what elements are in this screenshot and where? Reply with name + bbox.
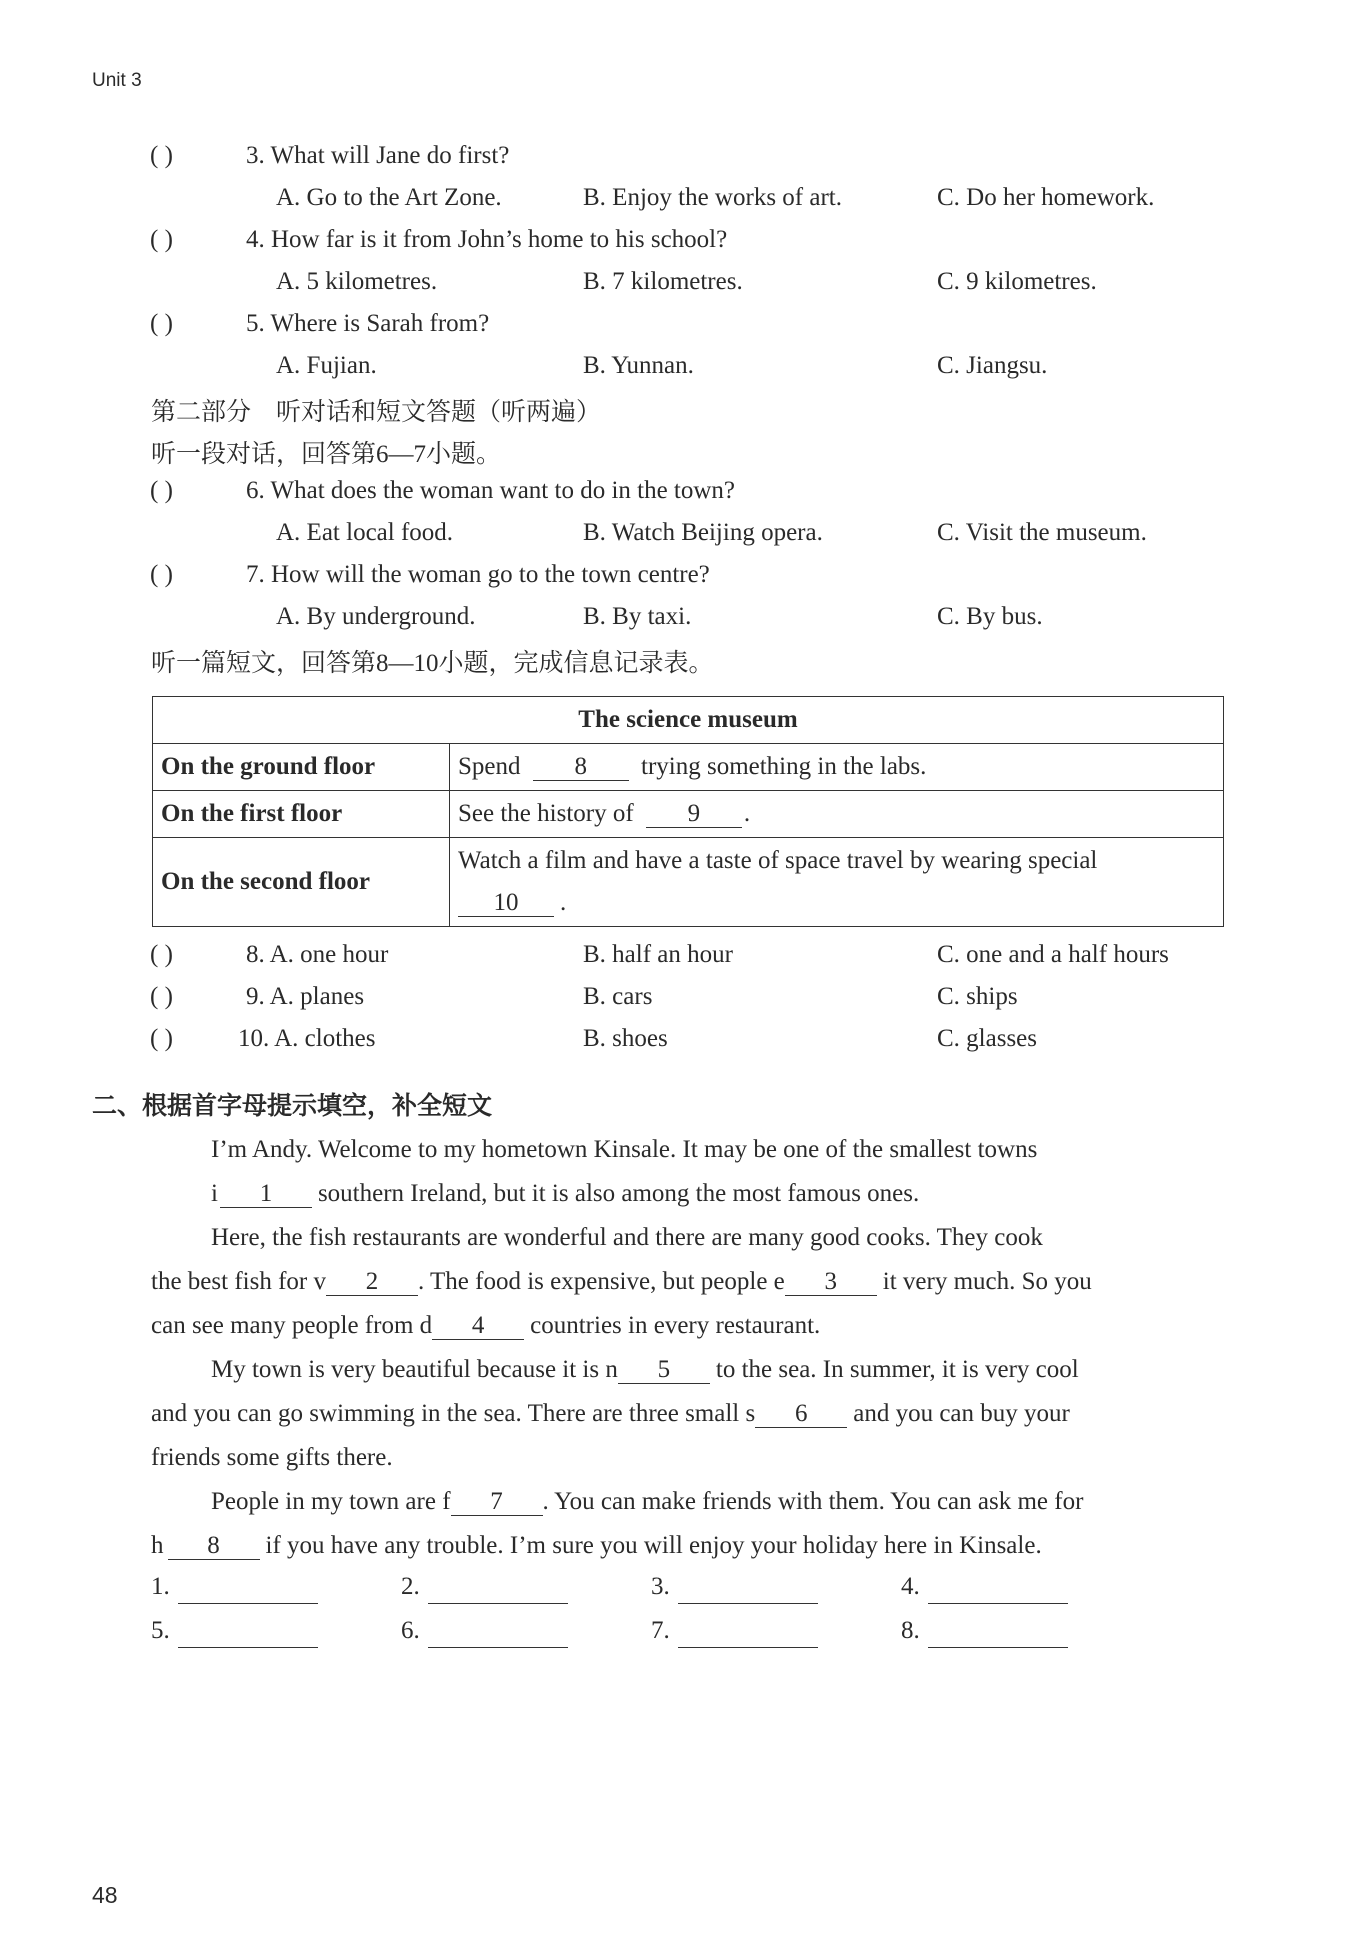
table-header-row bbox=[153, 697, 1224, 744]
answer-line-3[interactable] bbox=[678, 1573, 818, 1604]
fill-blank-8[interactable]: 8 bbox=[168, 1533, 260, 1560]
fill-blank-5[interactable]: 5 bbox=[618, 1357, 710, 1384]
answer-paren[interactable]: ( ) bbox=[150, 310, 173, 337]
option-c: C. ships bbox=[937, 983, 1018, 1010]
answer-label: 1. bbox=[151, 1573, 170, 1600]
blank-10[interactable]: 10 bbox=[458, 890, 554, 917]
option-a: 10. A. clothes bbox=[238, 1025, 376, 1052]
table-row bbox=[153, 791, 1224, 838]
answer-label: 5. bbox=[151, 1617, 170, 1644]
fill-blank-6[interactable]: 6 bbox=[755, 1401, 847, 1428]
option-c: C. glasses bbox=[937, 1025, 1037, 1052]
paragraph-1 bbox=[151, 1128, 1231, 1216]
table-title: The science museum bbox=[153, 697, 1224, 744]
passage-text: if you have any trouble. I’m sure you will enjoy your holiday here in Kinsale. bbox=[265, 1532, 1042, 1559]
fill-blank-1[interactable]: 1 bbox=[220, 1181, 312, 1208]
answer-line-5[interactable] bbox=[178, 1617, 318, 1648]
passage-text: the best fish for v bbox=[151, 1268, 326, 1295]
answer-line-4[interactable] bbox=[928, 1573, 1068, 1604]
option-b: B. Watch Beijing opera. bbox=[583, 519, 823, 546]
answer-paren[interactable]: ( ) bbox=[150, 477, 173, 504]
fill-blank-7[interactable]: 7 bbox=[451, 1489, 543, 1516]
dialog-instruction: 听一段对话，回答第6—7小题。 bbox=[151, 441, 502, 468]
answer-label: 4. bbox=[901, 1573, 920, 1600]
info-text: Spend bbox=[458, 752, 521, 780]
initial-letter: i bbox=[211, 1180, 218, 1207]
blank-9[interactable]: 9 bbox=[646, 801, 742, 828]
passage-instruction: 听一篇短文，回答第8—10小题，完成信息记录表。 bbox=[151, 650, 714, 677]
question-stem: 5. Where is Sarah from? bbox=[246, 310, 490, 337]
paragraph-3 bbox=[151, 1348, 1231, 1480]
passage-text: My town is very beautiful because it is n bbox=[211, 1356, 618, 1383]
table-row bbox=[153, 744, 1224, 791]
option-c: C. 9 kilometres. bbox=[937, 268, 1097, 295]
option-c: C. one and a half hours bbox=[937, 941, 1169, 968]
floor-info bbox=[450, 791, 1224, 838]
option-a: A. Eat local food. bbox=[276, 519, 454, 546]
floor-label: On the second floor bbox=[153, 838, 450, 927]
passage-text: People in my town are f bbox=[211, 1488, 451, 1515]
floor-info bbox=[450, 744, 1224, 791]
part2-title: 第二部分 听对话和短文答题（听两遍） bbox=[151, 399, 602, 426]
option-c: C. Visit the museum. bbox=[937, 519, 1147, 546]
answer-line-8[interactable] bbox=[928, 1617, 1068, 1648]
passage-text: . The food is expensive, but people e bbox=[417, 1268, 785, 1295]
question-stem: 6. What does the woman want to do in the town? bbox=[246, 477, 736, 504]
section2-title: 二、根据首字母提示填空，补全短文 bbox=[92, 1091, 493, 1120]
option-c: C. Do her homework. bbox=[937, 184, 1155, 211]
option-c: C. By bus. bbox=[937, 603, 1043, 630]
paragraph-2 bbox=[151, 1216, 1231, 1348]
passage-text: and you can buy your bbox=[853, 1400, 1070, 1427]
table-row bbox=[153, 838, 1224, 927]
page-number: 48 bbox=[92, 1882, 118, 1908]
option-a: A. 5 kilometres. bbox=[276, 268, 438, 295]
floor-info bbox=[450, 838, 1224, 927]
option-b: B. 7 kilometres. bbox=[583, 268, 743, 295]
passage bbox=[151, 1128, 1231, 1568]
passage-text: and you can go swimming in the sea. There are three small s bbox=[151, 1400, 756, 1427]
passage-text: southern Ireland, but it is also among the most famous ones. bbox=[317, 1180, 920, 1207]
passage-text: to the sea. In summer, it is very cool bbox=[715, 1356, 1079, 1383]
info-text: . bbox=[743, 799, 751, 827]
fill-blank-4[interactable]: 4 bbox=[432, 1313, 524, 1340]
answer-line-6[interactable] bbox=[428, 1617, 568, 1648]
answer-paren[interactable]: ( ) bbox=[150, 226, 173, 253]
answer-paren[interactable]: ( ) bbox=[150, 1025, 173, 1052]
passage-line: friends some gifts there. bbox=[151, 1444, 393, 1471]
answer-label: 3. bbox=[651, 1573, 670, 1600]
option-b: B. Enjoy the works of art. bbox=[583, 184, 842, 211]
question-stem: 7. How will the woman go to the town centre? bbox=[246, 561, 710, 588]
passage-line: I’m Andy. Welcome to my hometown Kinsale. It may be one of the smallest towns bbox=[211, 1136, 1038, 1163]
answer-paren[interactable]: ( ) bbox=[150, 142, 173, 169]
answer-line-1[interactable] bbox=[178, 1573, 318, 1604]
info-text: See the history of bbox=[458, 799, 634, 827]
answer-line-7[interactable] bbox=[678, 1617, 818, 1648]
passage-text: it very much. So you bbox=[882, 1268, 1092, 1295]
option-b: B. By taxi. bbox=[583, 603, 692, 630]
passage-text: h bbox=[151, 1532, 164, 1559]
passage-text: can see many people from d bbox=[151, 1312, 433, 1339]
answer-paren[interactable]: ( ) bbox=[150, 983, 173, 1010]
answer-label: 7. bbox=[651, 1617, 670, 1644]
answer-paren[interactable]: ( ) bbox=[150, 941, 173, 968]
option-a: 9. A. planes bbox=[246, 983, 365, 1010]
option-b: B. cars bbox=[583, 983, 653, 1010]
fill-blank-3[interactable]: 3 bbox=[785, 1269, 877, 1296]
passage-text: . You can make friends with them. You can ask me for bbox=[542, 1488, 1084, 1515]
blank-8[interactable]: 8 bbox=[533, 754, 629, 781]
passage-text: countries in every restaurant. bbox=[530, 1312, 821, 1339]
option-c: C. Jiangsu. bbox=[937, 352, 1048, 379]
question-stem: 3. What will Jane do first? bbox=[246, 142, 510, 169]
info-text: trying something in the labs. bbox=[641, 752, 927, 780]
floor-label: On the first floor bbox=[153, 791, 450, 838]
answer-paren[interactable]: ( ) bbox=[150, 561, 173, 588]
info-text: . bbox=[560, 889, 567, 916]
question-stem: 4. How far is it from John’s home to his school? bbox=[246, 226, 728, 253]
passage-line: Here, the fish restaurants are wonderful and there are many good cooks. They cook bbox=[211, 1224, 1043, 1251]
unit-header: Unit 3 bbox=[92, 70, 142, 91]
answer-line-2[interactable] bbox=[428, 1573, 568, 1604]
answer-label: 2. bbox=[401, 1573, 420, 1600]
option-b: B. Yunnan. bbox=[583, 352, 694, 379]
science-museum-table bbox=[152, 696, 1224, 927]
option-b: B. shoes bbox=[583, 1025, 668, 1052]
option-b: B. half an hour bbox=[583, 941, 733, 968]
option-a: A. Fujian. bbox=[276, 352, 377, 379]
answer-label: 8. bbox=[901, 1617, 920, 1644]
paragraph-4 bbox=[151, 1480, 1231, 1568]
answer-label: 6. bbox=[401, 1617, 420, 1644]
floor-label: On the ground floor bbox=[153, 744, 450, 791]
option-a: A. By underground. bbox=[276, 603, 476, 630]
option-a: A. Go to the Art Zone. bbox=[276, 184, 502, 211]
option-a: 8. A. one hour bbox=[246, 941, 389, 968]
info-text: Watch a film and have a taste of space travel by wearing special bbox=[458, 847, 1098, 874]
fill-blank-2[interactable]: 2 bbox=[326, 1269, 418, 1296]
